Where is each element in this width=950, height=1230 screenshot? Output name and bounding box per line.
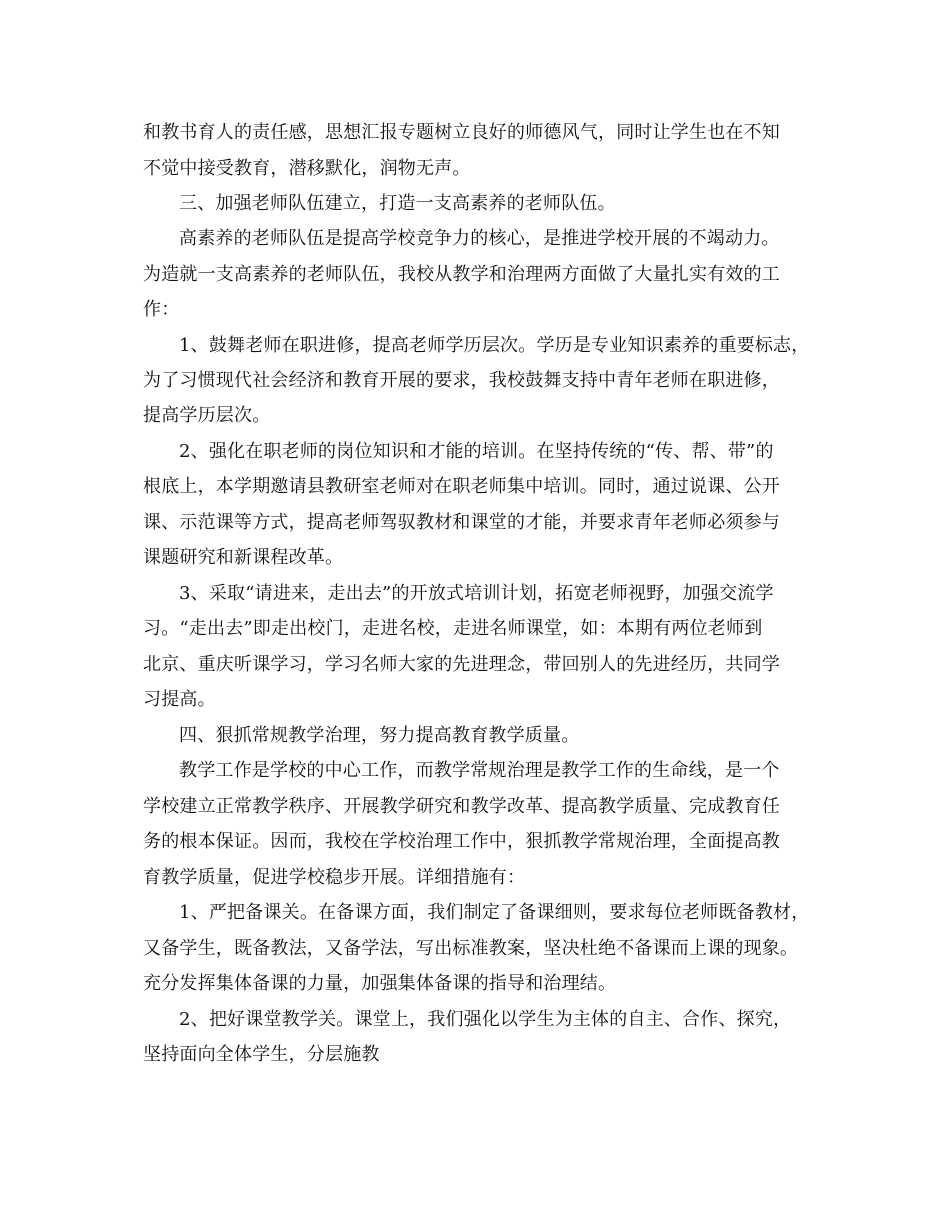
section-heading: 三、加强老师队伍建立，打造一支高素养的老师队伍。 — [179, 193, 616, 214]
paragraph-line: 为造就一支高素养的老师队伍，我校从教学和治理两方面做了大量扎实有效的工 — [143, 264, 780, 285]
paragraph-line: 教学工作是学校的中心工作，而教学常规治理是教学工作的生命线，是一个 — [179, 760, 780, 781]
paragraph-line: 育教学质量，促进学校稳步开展。详细措施有： — [143, 867, 526, 888]
paragraph-line: 学校建立正常教学秩序、开展教学研究和教学改革、提高教学质量、完成教育任 — [143, 796, 780, 817]
section-heading: 四、狠抓常规教学治理，努力提高教育教学质量。 — [179, 725, 580, 746]
list-item-line: 1、鼓舞老师在职进修，提高老师学历层次。学历是专业知识素养的重要标志， — [179, 335, 810, 356]
paragraph-line: 高素养的老师队伍是提高学校竞争力的核心，是推进学校开展的不竭动力。 — [179, 228, 780, 249]
paragraph-line: 不觉中接受教育，潜移默化，润物无声。 — [143, 158, 471, 179]
list-item-line: 1、严把备课关。在备课方面，我们制定了备课细则，要求每位老师既备教材， — [179, 902, 810, 923]
paragraph-line: 坚持面向全体学生，分层施教 — [143, 1044, 380, 1065]
paragraph-line: 北京、重庆听课学习，学习名师大家的先进理念，带回别人的先进经历，共同学 — [143, 654, 780, 675]
paragraph-line: 课、示范课等方式，提高老师驾驭教材和课堂的才能，并要求青年老师必须参与 — [143, 512, 780, 533]
paragraph-line: 务的根本保证。因而，我校在学校治理工作中，狠抓教学常规治理，全面提高教 — [143, 831, 780, 852]
paragraph-line: 根底上，本学期邀请县教研室老师对在职老师集中培训。同时，通过说课、公开 — [143, 476, 780, 497]
list-item-line: 3、采取“请进来，走出去”的开放式培训计划，拓宽老师视野，加强交流学 — [179, 583, 774, 604]
paragraph-line: 为了习惯现代社会经济和教育开展的要求，我校鼓舞支持中青年老师在职进修， — [143, 370, 780, 391]
paragraph-line: 充分发挥集体备课的力量，加强集体备课的指导和治理结。 — [143, 973, 617, 994]
paragraph-line: 提高学历层次。 — [143, 405, 271, 426]
paragraph-line: 课题研究和新课程改革。 — [143, 547, 344, 568]
list-item-line: 2、强化在职老师的岗位知识和才能的培训。在坚持传统的“传、帮、带”的 — [179, 441, 774, 462]
paragraph-line: 又备学生，既备教法，又备学法，写出标准教案，坚决杜绝不备课而上课的现象。 — [143, 938, 799, 959]
paragraph-line: 和教书育人的责任感，思想汇报专题树立良好的师德风气，同时让学生也在不知 — [143, 122, 780, 143]
paragraph-line: 作： — [143, 299, 180, 320]
paragraph-line: 习。“走出去”即走出校门，走进名校，走进名师课堂，如：本期有两位老师到 — [143, 618, 763, 639]
list-item-line: 2、把好课堂教学关。课堂上，我们强化以学生为主体的自主、合作、探究， — [179, 1009, 792, 1030]
paragraph-line: 习提高。 — [143, 689, 216, 710]
